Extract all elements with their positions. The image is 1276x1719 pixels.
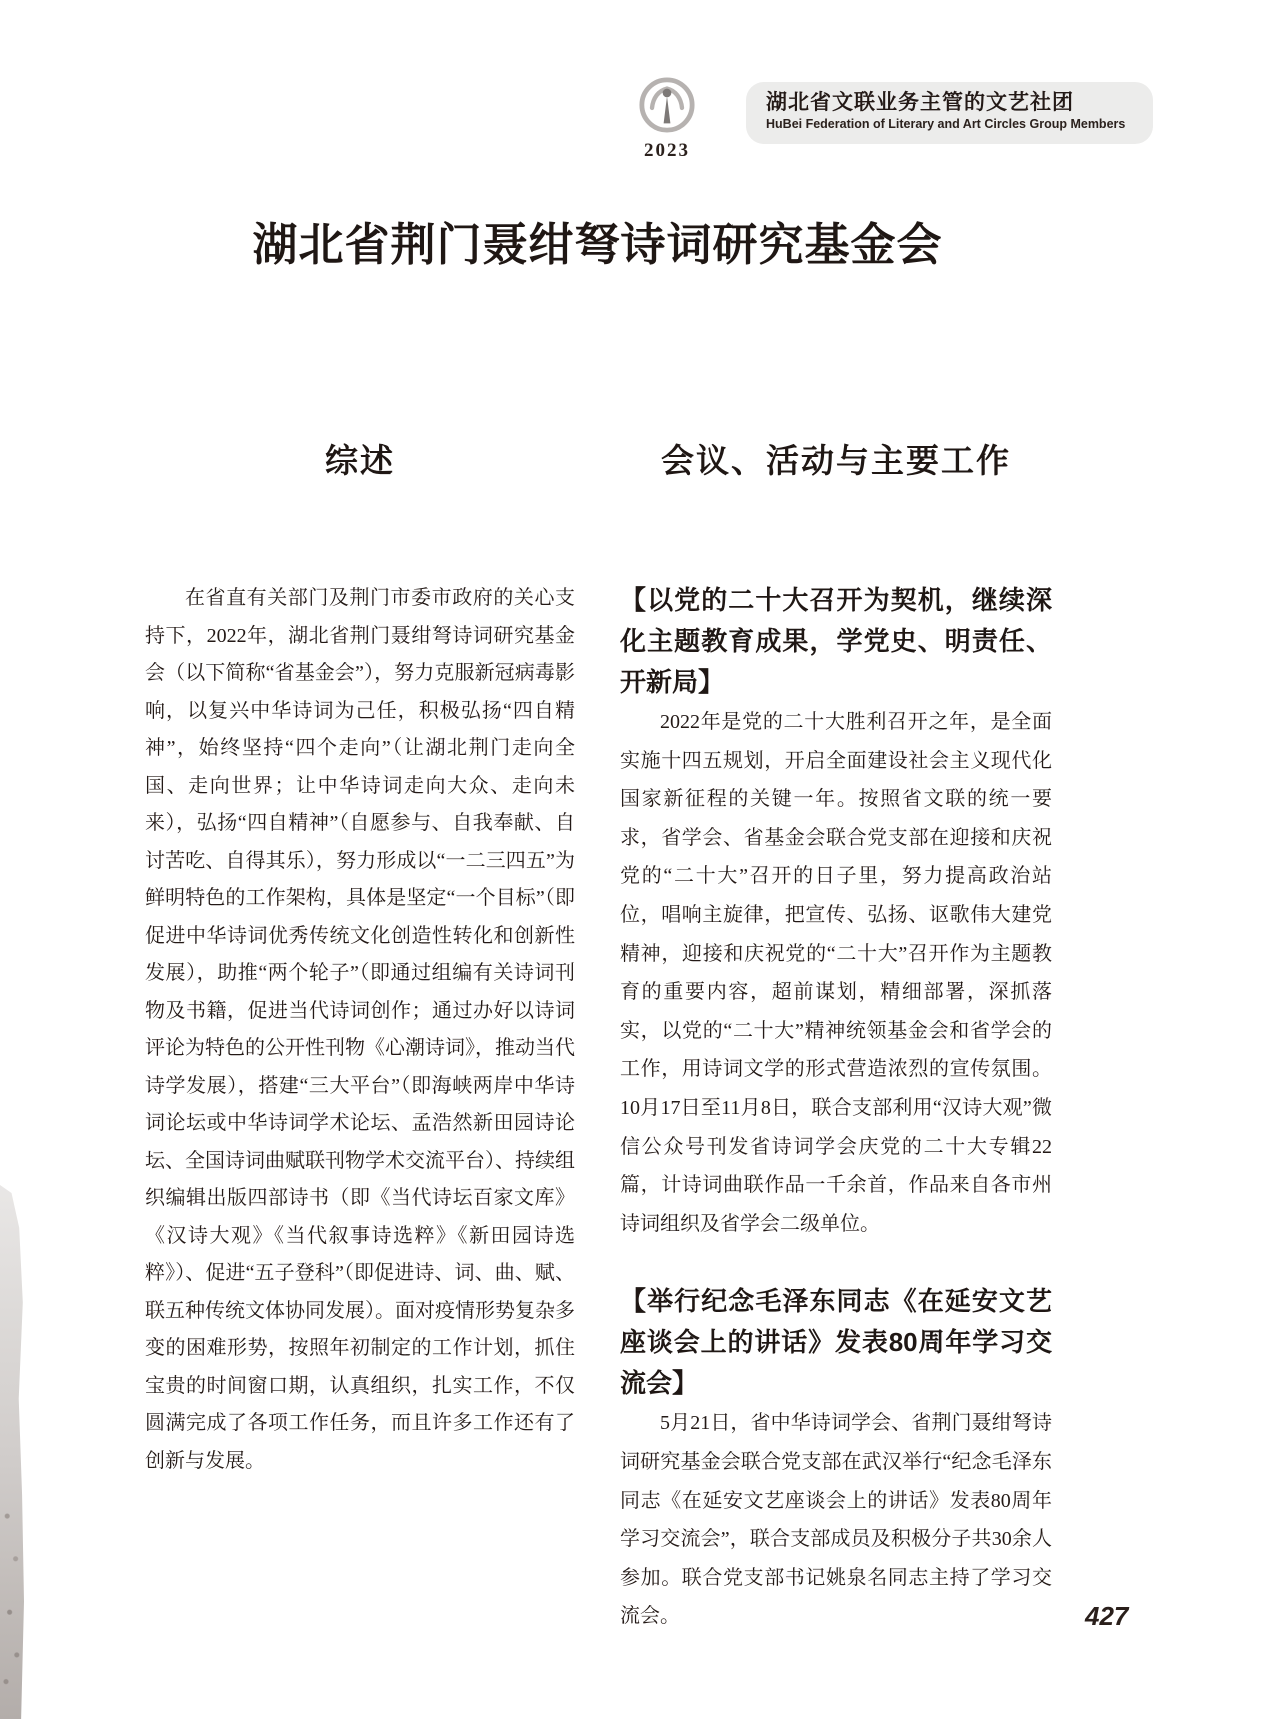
page-number: 427 — [1085, 1601, 1129, 1631]
overview-paragraph: 在省直有关部门及荆门市委市政府的关心支持下，2022年，湖北省荆门聂绀弩诗词研究基金会（以下简称“省基金会”），努力克服新冠病毒影响，以复兴中华诗词为己任，积极弘扬“四自精神”，始终坚持“四个走向”（让湖北荆门走向全国、走向世界；让中华诗词走向大众、走向未来），弘扬“四自精神”（自愿参与、自我奉献、自讨苦吃、自得其乐），努力形成以“一二三四五”为鲜明特色的工作架构，具体是坚定“一个目标”（即促进中华诗词优秀传统文化创造性转化和创新性发展），助推“两个轮子”（即通过组编有关诗词刊物及书籍，促进当代诗词创作；通过办好以诗词评论为特色的公开性刊物《心潮诗词》，推动当代诗学发展），搭建“三大平台”（即海峡两岸中华诗词论坛或中华诗词学术论坛、孟浩然新田园诗论坛、全国诗词曲赋联刊物学术交流平台）、持续组织编辑出版四部诗书（即《当代诗坛百家文库》《汉诗大观》《当代叙事诗选粹》《新田园诗选粹》）、促进“五子登科”（即促进诗、词、曲、赋、联五种传统文体协同发展）。面对疫情形势复杂多变的困难形势，按照年初制定的工作计划，抓住宝贵的时间窗口期，认真组织，扎实工作，不仅圆满完成了各项工作任务，而且许多工作还有了创新与发展。 — [145, 587, 575, 1472]
overview-heading: 综述 — [325, 442, 395, 479]
logo-block — [634, 76, 700, 162]
header-badge — [746, 82, 1153, 144]
entry-body-party-congress: 2022年是党的二十大胜利召开之年，是全面实施十四五规划，开启全面建设社会主义现代化国家新征程的关键一年。按照省文联的统一要求，省学会、省基金会联合党支部在迎接和庆祝党的“二十大”召开的日子里，努力提高政治站位，唱响主旋律，把宣传、弘扬、讴歌伟大建党精神，迎接和庆祝党的“二十大”召开作为主题教育的重要内容，超前谋划，精细部署，深抓落实，以党的“二十大”精神统领基金会和省学会的工作，用诗词文学的形式营造浓烈的宣传氛围。10月17日至11月8日，联合支部利用“汉诗大观”微信公众号刊发省诗词学会庆党的二十大专辑22篇，计诗词曲联作品一千余首，作品来自各市州诗词组织及省学会二级单位。 — [620, 711, 1052, 1235]
overview-column — [145, 438, 575, 1480]
logo-year: 2023 — [644, 140, 690, 161]
federation-logo-icon — [638, 76, 696, 134]
entry-title-party-congress: 【以党的二十大召开为契机，继续深化主题教育成果，学党史、明责任、开新局】 — [620, 585, 1052, 697]
activities-column — [620, 438, 1052, 1636]
header-title-cn: 湖北省文联业务主管的文艺社团 — [766, 91, 1074, 114]
page-edge-decoration — [0, 1185, 24, 1719]
entry-body-yanan-talks: 5月21日，省中华诗词学会、省荆门聂绀弩诗词研究基金会联合党支部在武汉举行“纪念毛泽东同志《在延安文艺座谈会上的讲话》发表80周年学习交流会”，联合支部成员及积极分子共30余人参加。联合党支部书记姚泉名同志主持了学习交流会。 — [620, 1412, 1052, 1628]
article-title: 湖北省荆门聂绀弩诗词研究基金会 — [252, 220, 943, 270]
header-title-en: HuBei Federation of Literary and Art Circles Group Members — [766, 117, 1126, 132]
entry-title-yanan-talks: 【举行纪念毛泽东同志《在延安文艺座谈会上的讲话》发表80周年学习交流会】 — [620, 1286, 1052, 1399]
activities-heading: 会议、活动与主要工作 — [661, 442, 1011, 479]
